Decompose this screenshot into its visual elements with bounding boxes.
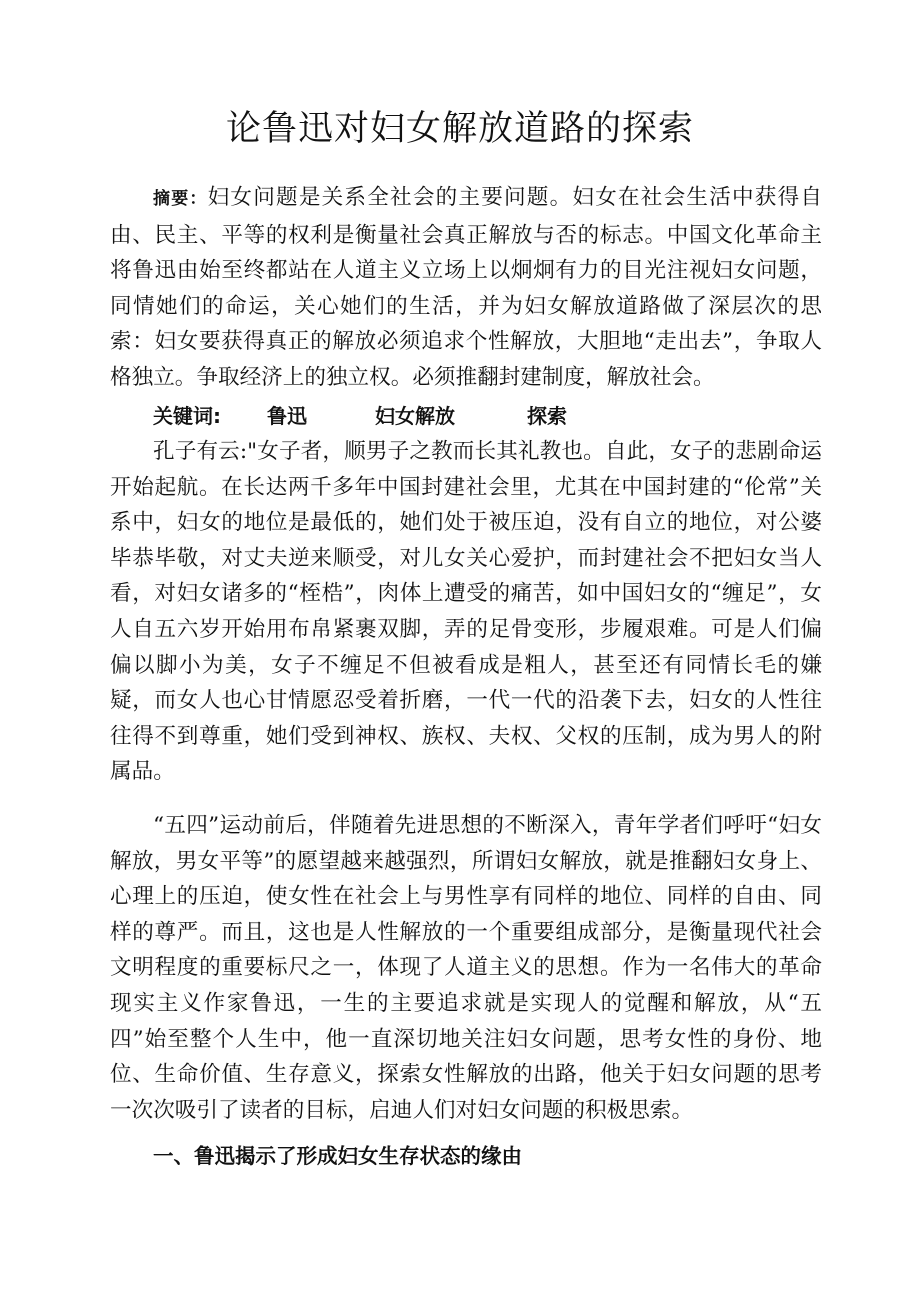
abstract-text: 妇女问题是关系全社会的主要问题。妇女在社会生活中获得自由、民主、平等的权利是衡量社会真正解放与否的标志。中国文化革命主将鲁迅由始至终都站在人道主义立场上以炯炯有力的目光注视妇女问题，同情她们的命运，关心她们的生活，并为妇女解放道路做了深层次的思索：妇女要获得真正的解放必须追求个性解放，大胆地“走出去”，争取人格独立。争取经济上的独立权。必须推翻封建制度，解放社会。	[110, 185, 822, 390]
keywords-line	[153, 398, 567, 434]
keyword-item: 探索	[527, 404, 567, 428]
abstract-label: 摘要：	[153, 189, 208, 209]
keywords-label: 关键词:	[153, 404, 221, 428]
body-paragraph-2: “五四”运动前后，伴随着先进思想的不断深入，青年学者们呼吁“妇女解放，男女平等”的愿望越来越强烈，所谓妇女解放，就是推翻妇女身上、心理上的压迫，使女性在社会上与男性享有同样的地位、同样的自由、同样的尊严。而且，这也是人性解放的一个重要组成部分，是衡量现代社会文明程度的重要标尺之一，体现了人道主义的思想。作为一名伟大的革命现实主义作家鲁迅，一生的主要追求就是实现人的觉醒和解放，从“五四”始至整个人生中，他一直深切地关注妇女问题，思考女性的身份、地位、生命价值、生存意义，探索女性解放的出路，他关于妇女问题的思考一次次吸引了读者的目标，启迪人们对妇女问题的积极思索。	[110, 813, 822, 1123]
keyword-item: 鲁迅	[267, 404, 307, 428]
keyword-item: 妇女解放	[375, 404, 455, 428]
abstract-paragraph	[110, 180, 822, 396]
body-paragraph-1: 孔子有云:"女子者，顺男子之教而长其礼教也。自此，女子的悲剧命运开始起航。在长达两千多年中国封建社会里，尤其在中国封建的“伦常”关系中，妇女的地位是最低的，她们处于被压迫，没有自立的地位，对公婆毕恭毕敬，对丈夫逆来顺受，对儿女关心爱护，而封建社会不把妇女当人看，对妇女诸多的“桎梏”，肉体上遭受的痛苦，如中国妇女的“缠足”，女人自五六岁开始用布帛紧裹双脚，弄的足骨变形，步履艰难。可是人们偏偏以脚小为美，女子不缠足不但被看成是粗人，甚至还有同情长毛的嫌疑，而女人也心甘情愿忍受着折磨，一代一代的沿袭下去，妇女的人性往往得不到尊重，她们受到神权、族权、夫权、父权的压制，成为男人的附属品。	[110, 439, 822, 785]
document-title: 论鲁迅对妇女解放道路的探索	[225, 109, 694, 149]
section-heading: 一、鲁迅揭示了形成妇女生存状态的缘由	[153, 1144, 522, 1168]
